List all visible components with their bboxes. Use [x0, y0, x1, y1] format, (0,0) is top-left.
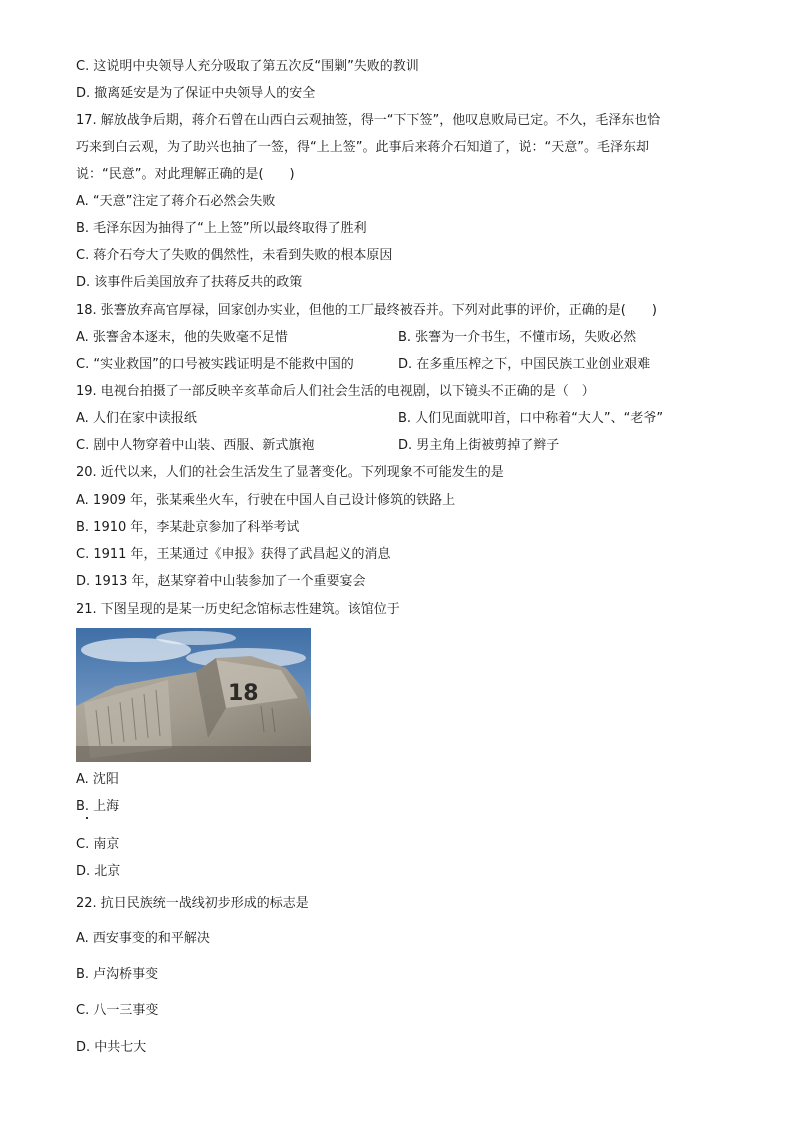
- q20-stem: 20. 近代以来，人们的社会生活发生了显著变化。下列现象不可能发生的是: [76, 465, 504, 480]
- q17-option-b: B. 毛泽东因为抽得了“上上签”所以最终取得了胜利: [76, 221, 367, 236]
- q21-option-d: D. 北京: [76, 864, 121, 879]
- q20-option-c: C. 1911 年，王某通过《申报》获得了武昌起义的消息: [76, 547, 391, 562]
- q22-option-b: B. 卢沟桥事变: [76, 967, 159, 982]
- q20-option-b: B. 1910 年，李某赴京参加了科举考试: [76, 520, 300, 535]
- q18-option-c: C. “实业救国”的口号被实践证明是不能救中国的: [76, 357, 354, 372]
- q17-stem-line1: 17. 解放战争后期，蒋介石曾在山西白云观抽签，得一“下下签”，他叹息败局已定。不久，毛泽东也恰: [76, 113, 661, 128]
- q16-option-d: D. 撤离延安是为了保证中央领导人的安全: [76, 86, 316, 101]
- q17-stem-line3: 说：“民意”。对此理解正确的是( ): [76, 167, 295, 182]
- q19-stem: 19. 电视台拍摄了一部反映辛亥革命后人们社会生活的电视剧，以下镜头不正确的是（ ）: [76, 384, 595, 399]
- q22-stem: 22. 抗日民族统一战线初步形成的标志是: [76, 896, 309, 911]
- q22-option-c: C. 八一三事变: [76, 1003, 159, 1018]
- q18-stem: 18. 张謇放弃高官厚禄，回家创办实业，但他的工厂最终被吞并。下列对此事的评价，正确的是( ): [76, 303, 657, 318]
- q22-option-d: D. 中共七大: [76, 1040, 147, 1055]
- stray-dot: [86, 817, 88, 819]
- q17-stem-line2: 巧来到白云观，为了助兴也抽了一签，得“上上签”。此事后来蒋介石知道了，说：“天意”。毛泽东却: [76, 140, 649, 155]
- q21-option-c: C. 南京: [76, 837, 120, 852]
- q20-option-d: D. 1913 年，赵某穿着中山装参加了一个重要宴会: [76, 574, 366, 589]
- q16-option-c: C. 这说明中央领导人充分吸取了第五次反“围剿”失败的教训: [76, 59, 419, 74]
- q22-option-a: A. 西安事变的和平解决: [76, 931, 210, 946]
- q18-option-d: D. 在多重压榨之下，中国民族工业创业艰难: [398, 357, 651, 372]
- q19-option-b: B. 人们见面就叩首，口中称着“大人”、“老爷”: [398, 411, 664, 426]
- q20-option-a: A. 1909 年，张某乘坐火车，行驶在中国人自己设计修筑的铁路上: [76, 493, 456, 508]
- memorial-photo: [76, 628, 311, 762]
- q19-option-c: C. 剧中人物穿着中山装、西服、新式旗袍: [76, 438, 315, 453]
- q18-option-b: B. 张謇为一介书生，不懂市场，失败必然: [398, 330, 637, 345]
- q19-option-d: D. 男主角上街被剪掉了辫子: [398, 438, 560, 453]
- q21-stem: 21. 下图呈现的是某一历史纪念馆标志性建筑。该馆位于: [76, 602, 400, 617]
- q21-option-b: B. 上海: [76, 799, 120, 814]
- q19-option-a: A. 人们在家中读报纸: [76, 411, 197, 426]
- q18-option-a: A. 张謇舍本逐末，他的失败毫不足惜: [76, 330, 288, 345]
- q21-option-a: A. 沈阳: [76, 772, 119, 787]
- memorial-date-number: 18: [228, 681, 259, 706]
- q17-option-d: D. 该事件后美国放弃了扶蒋反共的政策: [76, 275, 303, 290]
- q17-option-a: A. “天意”注定了蒋介石必然会失败: [76, 194, 276, 209]
- q17-option-c: C. 蒋介石夸大了失败的偶然性，未看到失败的根本原因: [76, 248, 393, 263]
